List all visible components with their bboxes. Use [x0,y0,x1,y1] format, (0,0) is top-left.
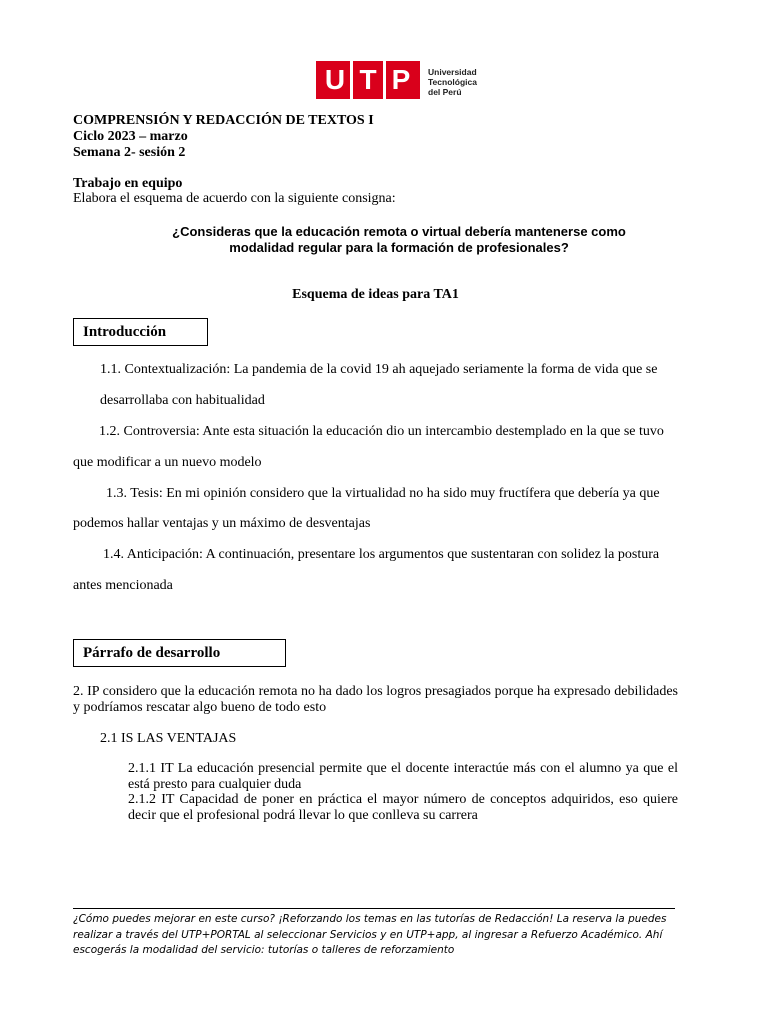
footer-note: ¿Cómo puedes mejorar en este curso? ¡Reforzando los temas en las tutorías de Redacción! La reserva la puedes realizar a través del UTP+PORTAL al seleccionar Servicios y en UTP+app, al ingresar a Refuerzo Académico. Ahí escogerás la modalidad del servicio: tutorías o talleres de reforzamiento [73,913,667,956]
development-main-idea: 2. IP considero que la educación remota no ha dado los logros presagiados porque ha expresado debilidades y podríamos rescatar algo bueno de todo esto [73,684,678,715]
assignment-title: Trabajo en equipo [73,176,183,191]
assignment-instruction: Elabora el esquema de acuerdo con la siguiente consigna: [73,191,396,206]
course-title: COMPRENSIÓN Y REDACCIÓN DE TEXTOS I [73,113,374,128]
question-line-2: modalidad regular para la formación de profesionales? [229,240,569,255]
cycle-label: Ciclo 2023 – marzo [73,129,188,144]
logo-separator [383,61,386,99]
intro-contextualization [100,362,678,378]
logo-separator [350,61,353,99]
logo-text-line: del Perú [428,87,462,97]
utp-logo [316,61,477,99]
development-heading: Párrafo de desarrollo [83,644,221,661]
logo-letter-u: U [324,64,346,95]
logo-text-line: Tecnológica [428,77,477,87]
scheme-title: Esquema de ideas para TA1 [292,287,459,302]
logo-letter-p: P [391,64,411,95]
intro-p1-line1: 1.1. Contextualización: La pandemia de la covid 19 ah aquejado seriamente la forma de vida que se [100,362,658,377]
intro-heading-box [73,318,208,346]
intro-thesis: 1.3. Tesis: En mi opinión considero que la virtualidad no ha sido muy fructífera que debería ya que [106,486,660,501]
intro-anticipation: 1.4. Anticipación: A continuación, presentare los argumentos que sustentaran con solidez la postura [103,547,660,562]
intro-contextualization-cont: desarrollaba con habitualidad [100,393,265,408]
development-sub-idea: 2.1 IS LAS VENTAJAS [100,731,237,746]
intro-controversy: 1.2. Controversia: Ante esta situación la educación dio un intercambio destemplado en la que se tuvo [99,424,664,439]
development-detail-2: 2.1.2 IT Capacidad de poner en práctica el mayor número de conceptos adquiridos, eso quiere decir que el profesional podrá llevar lo que conlleva su carrera [128,792,678,823]
logo-text-line: Universidad [428,67,477,77]
development-heading-box [73,639,286,667]
question-line-1: ¿Consideras que la educación remota o virtual debería mantenerse como [172,224,626,239]
logo-letter-t: T [359,64,377,95]
logo-university-name [428,67,477,97]
intro-thesis-cont: podemos hallar ventajas y un máximo de desventajas [73,516,371,531]
intro-heading: Introducción [83,323,167,340]
week-label: Semana 2- sesión 2 [73,145,186,160]
development-detail-1: 2.1.1 IT La educación presencial permite que el docente interactúe más con el alumno ya que el está presto para cualquier duda [128,761,678,792]
utp-logo-mark [316,61,420,99]
intro-anticipation-cont: antes mencionada [73,578,173,593]
intro-controversy-cont: que modificar a un nuevo modelo [73,455,262,470]
footer-divider [73,908,675,909]
